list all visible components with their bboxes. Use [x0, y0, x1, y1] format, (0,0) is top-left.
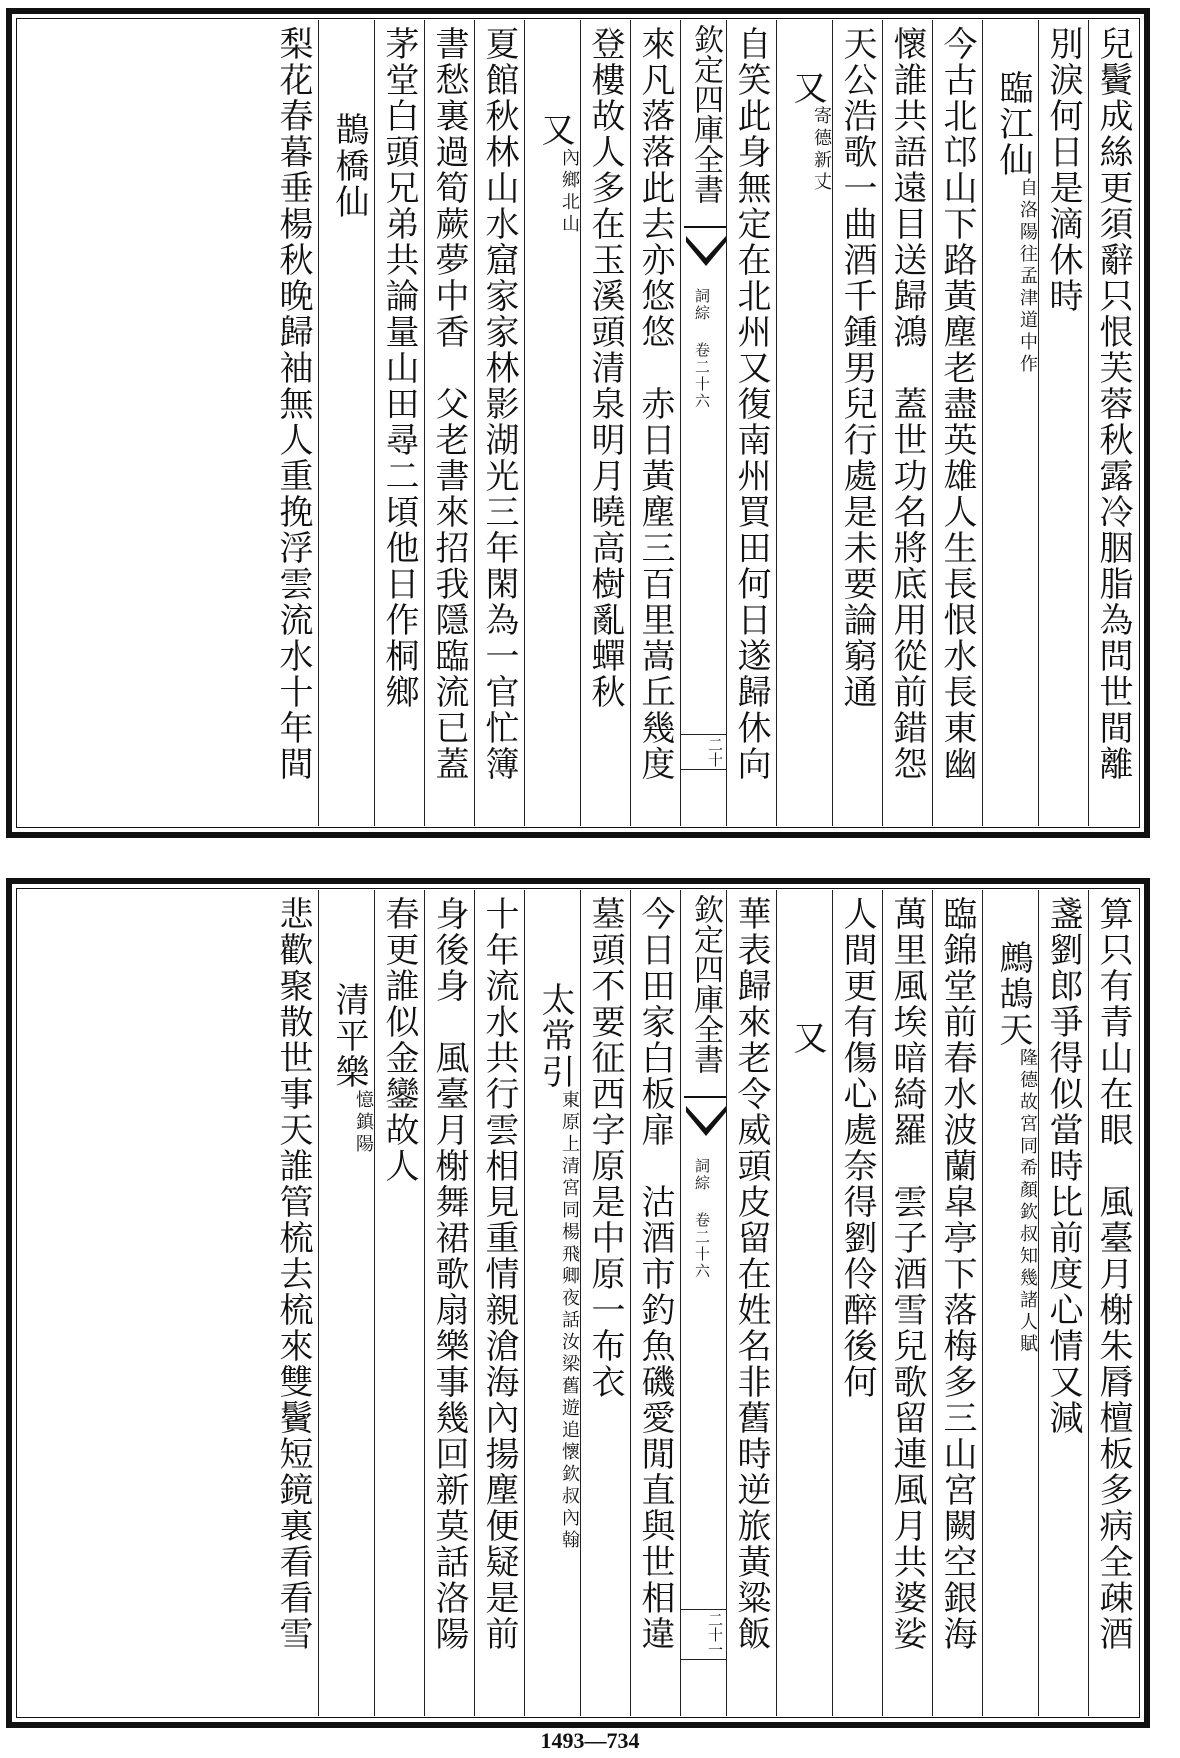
text-column: 墓頭不要征西字原是中原一布衣 [580, 890, 630, 1716]
text-column: 書愁裏過筍蕨夢中香 父老書來招我隱臨流已蓋 [424, 20, 474, 826]
folio-number: 二十一 [681, 1609, 726, 1660]
fish-tail-mark-icon [686, 1106, 726, 1146]
text-column: 茅堂白頭兄弟共論量山田尋二頃他日作桐鄉 [374, 20, 424, 826]
text-column: 梨花春暮垂楊秋晚歸袖無人重挽浮雲流水十年間 [273, 26, 313, 782]
text-column: 悲歡聚散世事天誰管梳去梳來雙鬢短鏡裏看看雪 [273, 896, 313, 1652]
poem-title: 鷓鴣天 [993, 940, 1033, 1048]
bottom-page-panel [6, 878, 1150, 1728]
bottom-columns [18, 890, 1138, 1716]
text-column: 華表歸來老令威頭皮留在姓名非舊時逆旅黃粱飯 [726, 890, 776, 1716]
poem-note: 寄德新丈 [811, 106, 832, 194]
text-column: 身後身 風臺月榭舞裙歌扇樂事幾回新莫話洛陽 [424, 890, 474, 1716]
poem-title: 清平樂 [329, 982, 369, 1090]
text-column: 今古北邙山下路黃塵老盡英雄人生長恨水長東幽 [932, 20, 982, 826]
poem-heading [982, 20, 1038, 826]
text-column: 天公浩歌一曲酒千鍾男兒行處是未要論窮通 [832, 20, 882, 826]
poem-title: 臨江仙 [993, 70, 1033, 178]
top-columns [18, 20, 1138, 826]
poem-note: 東原上清宮同楊飛卿夜話汝梁舊遊追懷欽叔內翰 [559, 1090, 580, 1552]
poem-heading [524, 890, 580, 1716]
poem-note: 憶鎮陽 [353, 1090, 374, 1156]
poem-title: 又 [787, 1020, 827, 1056]
poem-heading [982, 890, 1038, 1716]
top-page-panel [6, 8, 1150, 838]
poem-note: 自洛陽往孟津道中作 [1017, 178, 1038, 376]
poem-heading [524, 20, 580, 826]
text-column: 懷誰共語遠目送歸鴻 蓋世功名將底用從前錯怨 [882, 20, 932, 826]
page-number: 1493—734 [540, 1728, 640, 1753]
poem-heading [776, 890, 832, 1716]
poem-heading [318, 20, 374, 826]
text-column: 別淚何日是滴休時 [1038, 20, 1088, 826]
text-column: 十年流水共行雲相見重情親滄海內揚塵便疑是前 [474, 890, 524, 1716]
poem-note: 隆德故宮同希顏欽叔知幾諸人賦 [1017, 1048, 1038, 1356]
text-column: 算只有青山在眼 風臺月榭朱脣檀板多病全疎酒 [1088, 890, 1138, 1716]
poem-title: 又 [787, 70, 827, 106]
poem-title: 鵲橋仙 [329, 112, 369, 220]
text-column: 人間更有傷心處奈得劉伶醉後何 [832, 890, 882, 1716]
text-column: 萬里風埃暗綺羅 雲子酒雪兒歌留連風月共婆娑 [882, 890, 932, 1716]
text-column: 夏館秋林山水窟家家林影湖光三年閑為一官忙簿 [474, 20, 524, 826]
book-title: 欽定四庫全書 [684, 890, 726, 1098]
volume-label: 詞綜 卷二十六 [693, 1158, 711, 1280]
volume-label: 詞綜 卷二十六 [693, 288, 711, 410]
text-column: 來凡落落此去亦悠悠 赤日黃塵三百里嵩丘幾度 [630, 20, 680, 826]
text-column: 自笑此身無定在北州又復南州買田何日遂歸休向 [726, 20, 776, 826]
text-column: 臨錦堂前春水波蘭皐亭下落梅多三山宮闕空銀海 [932, 890, 982, 1716]
text-column: 盞劉郎爭得似當時比前度心情又減 [1038, 890, 1088, 1716]
text-column: 春更誰似金鑾故人 [374, 890, 424, 1716]
text-column: 兒鬢成絲更須辭只恨芙蓉秋露冷胭脂為問世間離 [1088, 20, 1138, 826]
poem-note: 內鄉北山 [559, 148, 580, 236]
text-column: 今日田家白板扉 沽酒市釣魚磯愛閒直與世相違 [630, 890, 680, 1716]
text-column: 登樓故人多在玉溪頭清泉明月曉高樹亂蟬秋 [580, 20, 630, 826]
poem-heading [318, 890, 374, 1716]
folio-number: 二十 [681, 734, 726, 770]
poem-title: 太常引 [535, 982, 575, 1090]
poem-title: 又 [535, 112, 575, 148]
center-spine [680, 20, 726, 826]
book-title: 欽定四庫全書 [684, 20, 726, 228]
poem-heading [776, 20, 832, 826]
center-spine [680, 890, 726, 1716]
fish-tail-mark-icon [686, 236, 726, 276]
